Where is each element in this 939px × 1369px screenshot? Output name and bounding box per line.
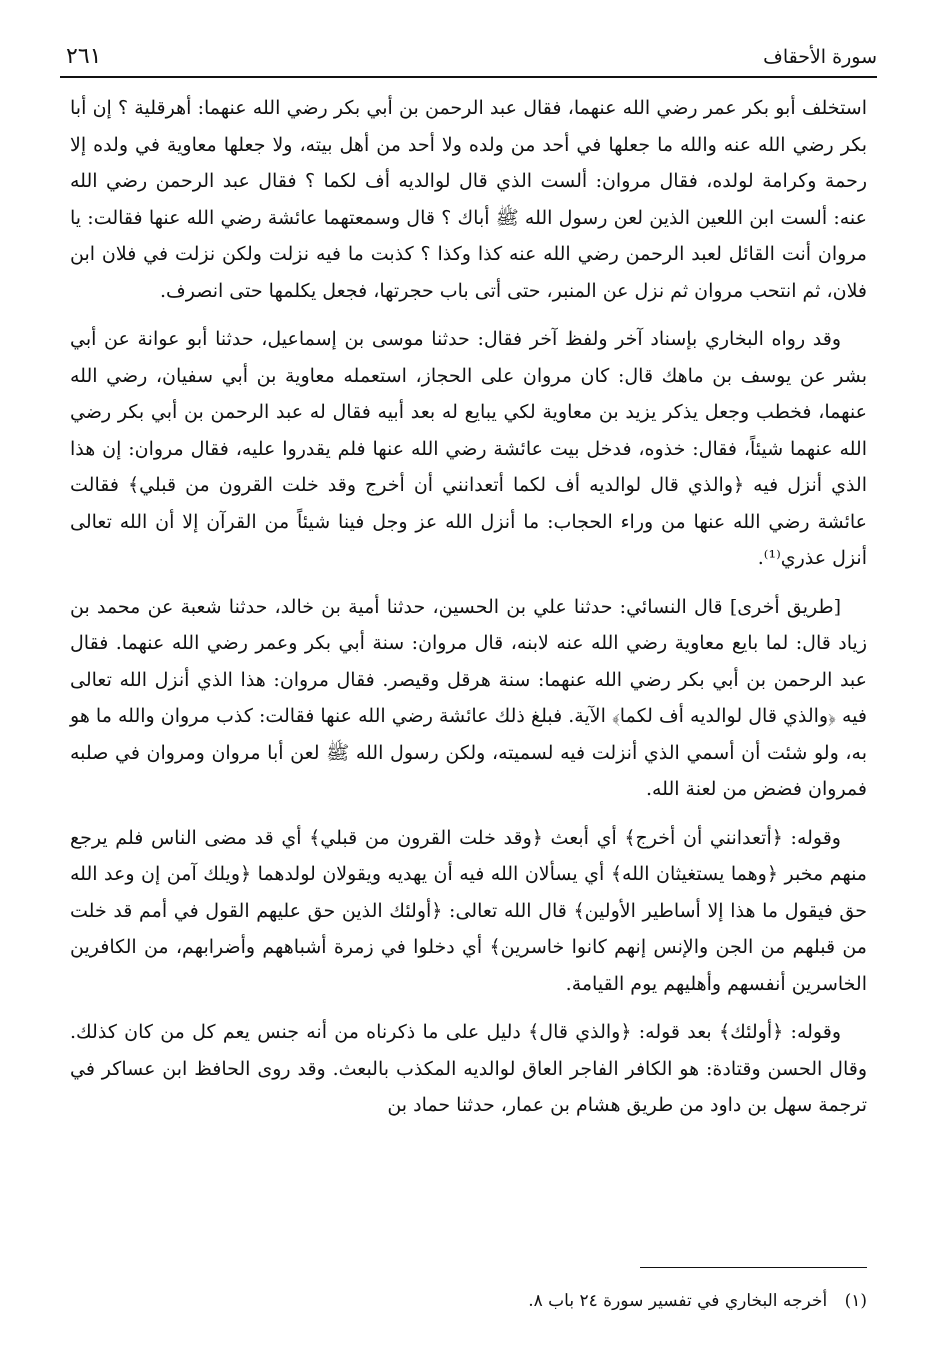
page-header <box>60 36 877 76</box>
paragraph-4: وقوله: ﴿أتعدانني أن أخرج﴾ أي أبعث ﴿وقد خلت القرون من قبلي﴾ أي قد مضى الناس فلم يرجع منهم مخبر ﴿وهما يستغيثان الله﴾ أي يسألان الله فيه أن يهديه ويقولان لولدهما ﴿ويلك آمن إن وعد الله حق فيقول ما هذا إلا أساطير الأولين﴾ قال الله تعالى: ﴿أولئك الذين حق عليهم القول في أمم قد خلت من قبلهم من الجن والإنس إنهم كانوا خاسرين﴾ أي دخلوا في زمرة أشباههم وأضرابهم، من الكافرين الخاسرين أنفسهم وأهليهم يوم القيامة. <box>70 826 867 995</box>
main-text <box>70 90 867 1124</box>
surah-title: سورة الأحقاف <box>763 46 877 68</box>
paragraph-5: وقوله: ﴿أولئك﴾ بعد قوله: ﴿والذي قال﴾ دليل على ما ذكرناه من أنه جنس يعم كل من كان كذلك. وقال الحسن وقتادة: هو الكافر الفاجر العاق لوالديه المكذب بالبعث. وقد روى الحافظ ابن عساكر في ترجمة سهل بن داود من طريق هشام بن عمار، حدثنا حماد بن <box>70 1021 867 1116</box>
page-number: ٢٦١ <box>66 44 102 69</box>
footnote-divider <box>640 1267 867 1268</box>
footnote-marker: (١) <box>844 1291 867 1311</box>
header-divider <box>60 76 877 78</box>
paragraph-1: استخلف أبو بكر عمر رضي الله عنهما، فقال عبد الرحمن بن أبي بكر رضي الله عنهما: أهرقلية ؟ إن أبا بكر رضي الله عنه والله ما جعلها في أحد من ولده ولا أحد من أهل بيته، ولا جعلها معاوية في ولده إلا رحمة وكرامة لولده، فقال مروان: ألست الذي قال لوالديه أف لكما ؟ فقال عبد الرحمن رضي الله عنه: ألست ابن اللعين الذين لعن رسول الله ﷺ أباك ؟ قال وسمعتهما عائشة رضي الله عنها فقالت: يا مروان أنت القائل لعبد الرحمن رضي الله عنه كذا وكذا ؟ كذبت ما فيه نزلت ولكن نزلت في فلان ابن فلان، ثم انتحب مروان ثم نزل عن المنبر، حتى أتى باب حجرتها، فجعل يكلمها حتى انصرف. <box>70 97 867 302</box>
footnote <box>70 1287 867 1315</box>
paragraph-3: [طريق أخرى] قال النسائي: حدثنا علي بن الحسين، حدثنا أمية بن خالد، حدثنا شعبة عن محمد بن زياد قال: لما بايع معاوية رضي الله عنه لابنه، قال مروان: سنة أبي بكر وعمر رضي الله عنهما. فقال عبد الرحمن بن أبي بكر رضي الله عنهما: سنة هرقل وقيصر. فقال مروان: هذا الذي أنزل الله تعالى فيه ﴿والذي قال لوالديه أف لكما﴾ الآية. فبلغ ذلك عائشة رضي الله عنها فقالت: كذب مروان والله ما هو به، ولو شئت أن أسمي الذي أنزلت فيه لسميته، ولكن رسول الله ﷺ لعن أبا مروان ومروان في صلبه فمروان فضض من لعنة الله. <box>70 595 867 800</box>
footnote-text: أخرجه البخاري في تفسير سورة ٢٤ باب ٨. <box>528 1291 828 1311</box>
paragraph-2: وقد رواه البخاري بإسناد آخر ولفظ آخر فقال: حدثنا موسى بن إسماعيل، حدثنا أبو عوانة عن أبي بشر عن يوسف بن ماهك قال: كان مروان على الحجاز، استعمله معاوية بن أبي سفيان، رضي الله عنهما، فخطب وجعل يذكر يزيد بن معاوية لكي يبايع له بعد أبيه فقال له عبد الرحمن بن أبي بكر رضي الله عنهما شيئاً، فقال: خذوه، فدخل بيت عائشة رضي الله عنها فلم يقدروا عليه، فقال مروان: إن هذا الذي أنزل فيه ﴿والذي قال لوالديه أف لكما أتعدانني أن أخرج وقد خلت القرون من قبلي﴾ فقالت عائشة رضي الله عنها من وراء الحجاب: ما أنزل الله عز وجل فينا شيئاً من القرآن إلا أن الله تعالى أنزل عذري⁽¹⁾. <box>70 328 867 569</box>
